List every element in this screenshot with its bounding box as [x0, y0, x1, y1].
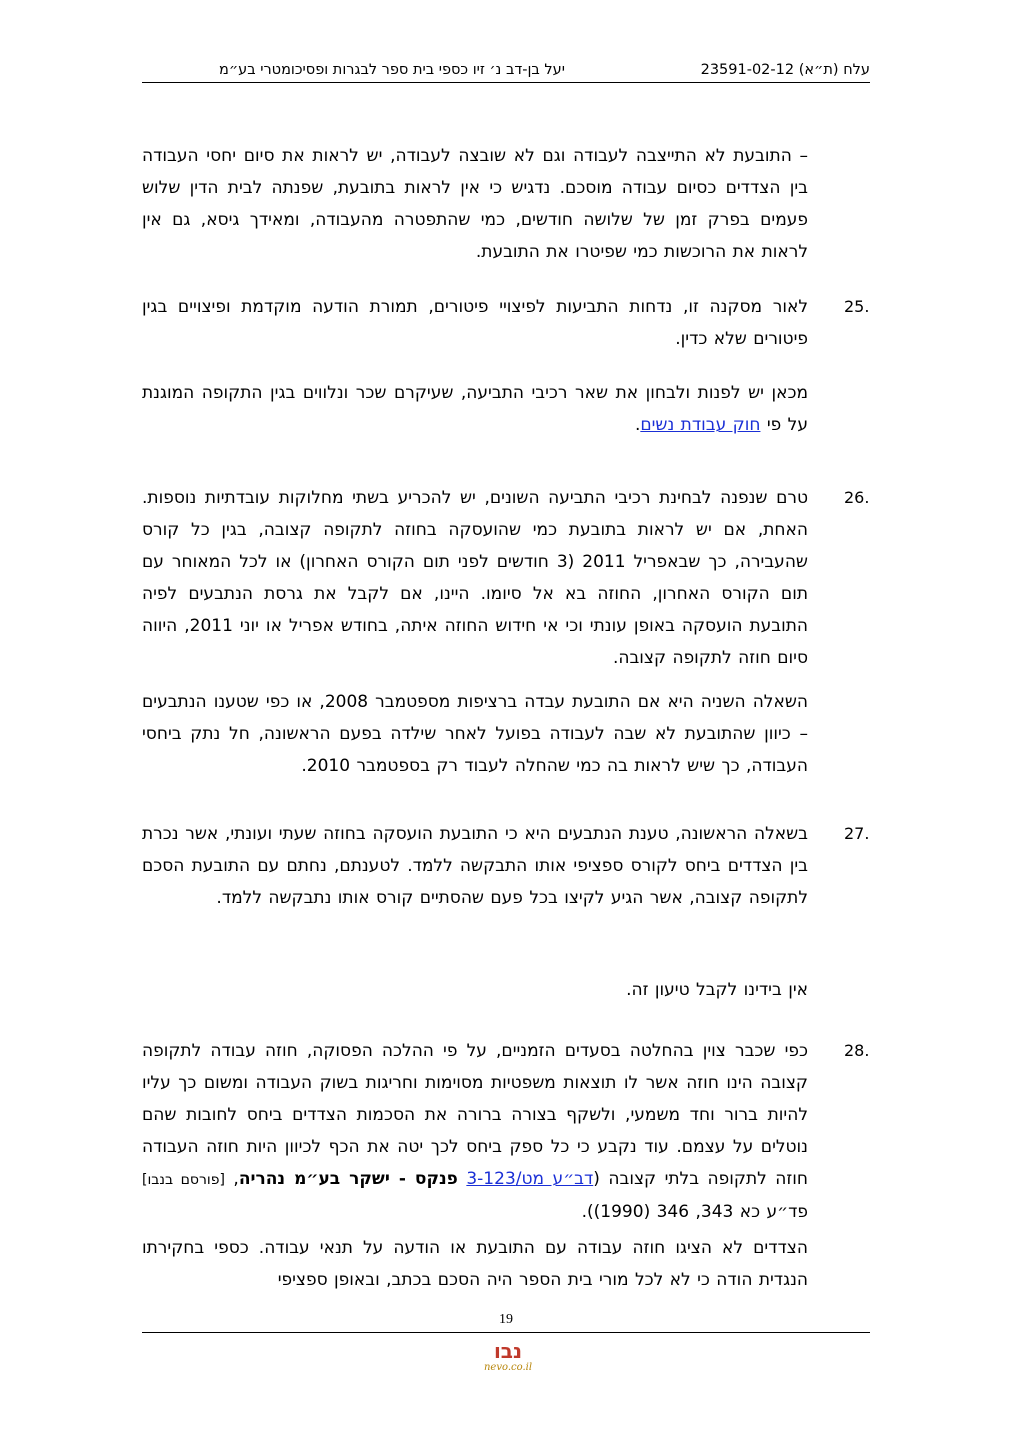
- paragraph-25-continuation: [142, 377, 808, 441]
- nevo-logo: [466, 1338, 550, 1372]
- case-link-123[interactable]: דב״ע מט/3-123: [466, 1169, 594, 1189]
- logo-mark: נבו: [493, 1339, 523, 1363]
- logo-text: nevo.co.il: [483, 1362, 533, 1372]
- paragraph-25b-end: .: [634, 415, 641, 435]
- paragraph-26-continuation: השאלה השניה היא אם התובעת עבדה ברציפות מספטמבר 2008, או כפי שטענו הנתבעים – כיוון שהתובעת לא שבה לעבודה בפועל לאחר שילדה בפעם הראשונה, חל נתק ביחסי העבודה, כך שיש לראות בה כמי שהחלה לעבוד רק בספטמבר 2010.: [142, 692, 808, 776]
- page-header: [142, 58, 870, 83]
- paragraph-27-continuation: אין בידינו לקבל טיעון זה.: [626, 980, 808, 1000]
- paragraph-number-27: 27.: [844, 824, 870, 843]
- paragraph-28-end: פד״ע כא 343, 346 (1990)).: [581, 1202, 808, 1222]
- paragraph-number-26: 26.: [844, 488, 870, 507]
- footer-divider: [142, 1332, 870, 1333]
- paragraph-26: טרם שנפנה לבחינת רכיבי התביעה השונים, יש להכריע בשתי מחלוקות עובדתיות נוספות. האחת, אם יש לראות בתובעת כמי שהועסקה בחוזה לתקופה קצובה, בגין כל קורס שהעבירה, כך שבאפריל 2011 (3 חודשים לפני תום הקורס האחרון) או לכל המאוחר עם תום הקורס האחרון, החוזה בא אל סיומו. היינו, אם לקבל את גרסת הנתבעים לפיה התובעת הועסקה באופן עונתי וכי אי חידוש החוזה איתה, בחודש אפריל או יוני 2011, היווה סיום חוזה לתקופה קצובה.: [142, 488, 808, 668]
- paragraph-28-text: כפי שכבר צוין בהחלטה בסעדים הזמניים, על פי ההלכה הפסוקה, חוזה עבודה לתקופה קצובה הינו חוזה אשר לו תוצאות משפטיות מסוימות וחריגות בשוק העבודה ומשום כך עליו להיות ברור וחד משמעי, ולשקף בצורה ברורה את הסכמות הצדדים ביחס לחובות שהם נוטלים על עצמם. עוד נקבע כי כל ספק ביחס לכך יטה את הכף לכיוון היות חוזה העבודה חוזה לתקופה בלתי קצובה (: [142, 1041, 809, 1189]
- header-case-number: עלח (ת״א) 23591-02-12: [700, 62, 870, 78]
- paragraph-28: כפי שכבר צוין בהחלטה בסעדים הזמניים, על פי ההלכה הפסוקה, חוזה עבודה לתקופה קצובה הינו חוזה אשר לו תוצאות משפטיות מסוימות וחריגות בשוק העבודה ומשום כך עליו להיות ברור וחד משמעי, ולשקף בצורה ברורה את הסכמות הצדדים ביחס לחובות שהם נוטלים על עצמם. עוד נקבע כי כל ספק ביחס לכך יטה את הכף לכיוון היות חוזה העבודה חוזה לתקופה בלתי קצובה (דב״ע מט/3-123 פנקס - ישקר בע״מ נהריה, [פורסם בנבו] פד״ע כא 343, 346 (1990)).: [142, 1041, 809, 1222]
- paragraph-number-28: 28.: [844, 1041, 870, 1060]
- paragraph-25: לאור מסקנה זו, נדחות התביעות לפיצויי פיטורים, תמורת הודעה מוקדמת ופיצויים בגין פיטורים שלא כדין.: [142, 297, 808, 349]
- page-number: 19: [499, 1312, 513, 1327]
- paragraph-27: בשאלה הראשונה, טענת הנתבעים היא כי התובעת הועסקה בחוזה שעתי ועונתי, אשר נכרת בין הצדדים ביחס לקורס ספציפי אותו התבקשה ללמד. לטענתם, נחתם עם התובעת הסכם לתקופה קצובה, אשר הגיע לקיצו בכל פעם שהסתיים קורס אותו נתבקשה ללמד.: [142, 824, 808, 908]
- paragraph-number-25: 25.: [844, 297, 870, 316]
- case-name: פנקס - ישקר בע״מ נהריה: [238, 1169, 458, 1189]
- header-parties: יעל בן-דב נ׳ זיו כספי בית ספר לבגרות ופסיכומטרי בע״מ: [218, 62, 565, 78]
- paragraph-25b-text: מכאן יש לפנות ולבחון את שאר רכיבי התביעה, שעיקרם שכר ונלווים בגין התקופה המוגנת על פי: [142, 383, 808, 435]
- paragraph-continuation: – התובעת לא התייצבה לעבודה וגם לא שובצה לעבודה, יש לראות את סיום יחסי העבודה בין הצדדים כסיום עבודה מוסכם. נדגיש כי אין לראות בתובעת, שפנתה לבית הדין שלוש פעמים בפרק זמן של שלושה חודשים, כמי שהתפטרה מהעבודה, ומאידך גיסא, גם אין לראות את הרוכשות כמי שפיטרו את התובעת.: [142, 146, 808, 262]
- paragraph-28-continuation: הצדדים לא הציגו חוזה עבודה עם התובעת או הודעה על תנאי עבודה. כספי בחקירתו הנגדית הודה כי לא לכל מורי בית הספר היה הסכם בכתב, ובאופן ספציפי: [142, 1238, 808, 1290]
- law-link-womens-employment[interactable]: חוק עבודת נשים: [640, 415, 761, 435]
- published-note: [פורסם בנבו]: [142, 1172, 225, 1188]
